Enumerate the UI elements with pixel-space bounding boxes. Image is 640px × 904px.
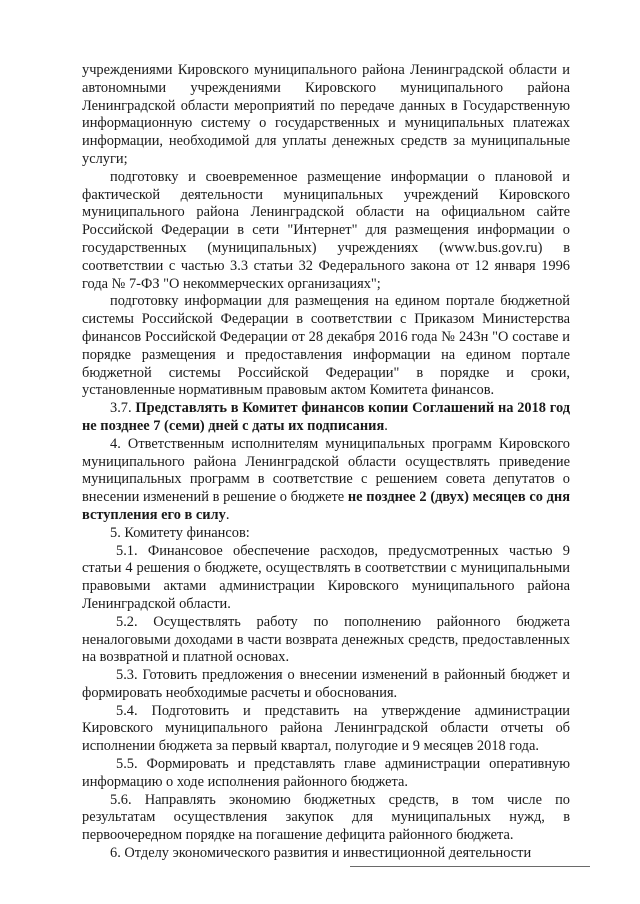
paragraph-text: . [225, 506, 230, 523]
paragraph [82, 436, 570, 525]
paragraph-text: 5.3. Готовить предложения о внесении изменений в районный бюджет и формировать необходимые расчеты и обоснования. [82, 667, 570, 701]
paragraph [82, 845, 570, 863]
paragraph-text: 5.1. Финансовое обеспечение расходов, предусмотренных частью 9 статьи 4 решения о бюджете, осуществлять в соответствии с муниципальными правовыми актами администрации Кировского муниципального района Ленинградской области. [82, 542, 570, 612]
paragraph [82, 525, 570, 543]
paragraph [82, 614, 570, 667]
paragraph [82, 792, 570, 845]
paragraph-text: 5.5. Формировать и представлять главе администрации оперативную информацию о ходе исполнения районного бюджета. [82, 756, 570, 790]
paragraph-text: подготовку и своевременное размещение информации о плановой и фактической деятельности муниципальных учреждений Кировского муниципального района Ленинградской области на официальном сайте Российской Федерации в сети "Интернет" для размещения информации о государственных (муниципальных) учреждениях (www.bus.gov.ru) в соответствии с частью 3.3 статьи 32 Федерального закона от 12 января 1996 года № 7-ФЗ "О некоммерческих организациях"; [82, 168, 570, 292]
paragraph [82, 756, 570, 792]
paragraph-text: 5.2. Осуществлять работу по пополнению районного бюджета неналоговыми доходами в части возврата денежных средств, предоставленных на возвратной и платной основах. [82, 613, 570, 666]
paragraph [82, 169, 570, 294]
paragraph-text: 5. Комитету финансов: [110, 524, 250, 541]
paragraph-text: учреждениями Кировского муниципального района Ленинградской области и автономными учреждениями Кировского муниципального района Ленинградской области мероприятий по передаче данных в Государственную информационную систему о государственных и муниципальных платежах информации, необходимой для уплаты денежных средств за муниципальные услуги; [82, 62, 570, 167]
paragraph-text: 6. Отделу экономического развития и инвестиционной деятельности [110, 845, 532, 862]
footer-rule [350, 866, 590, 867]
bold-text: не позднее 2 (двух) месяцев со дня вступления его в силу [82, 489, 570, 523]
paragraph-text: 4. Ответственным исполнителям муниципальных программ Кировского муниципального района Ленинградской области осуществлять приведение муниципальных программ в соответствие с решением совета депутатов о внесении изменений в решение о бюджете [82, 435, 570, 506]
paragraph [82, 62, 570, 169]
paragraph [82, 543, 570, 614]
paragraph-text: 5.4. Подготовить и представить на утверждение администрации Кировского муниципального района Ленинградской области отчеты об исполнении бюджета за первый квартал, полугодие и 9 месяцев 2018 года. [82, 702, 570, 755]
paragraph [82, 703, 570, 756]
document-body [82, 62, 570, 863]
paragraph-text: 5.6. Направлять экономию бюджетных средств, в том числе по результатам осуществления закупок для муниципальных нужд, в первоочередном порядке на погашение дефицита районного бюджета. [82, 791, 570, 844]
paragraph [82, 400, 570, 436]
paragraph [82, 667, 570, 703]
paragraph-text: подготовку информации для размещения на едином портале бюджетной системы Российской Федерации в соответствии с Приказом Министерства финансов Российской Федерации от 28 декабря 2016 года № 243н "О составе и порядке размещения и предоставления информации на едином портале бюджетной системы Российской Федерации" в порядке и сроки, установленные нормативным правовым актом Комитета финансов. [82, 293, 570, 399]
paragraph-text: 3.7. [110, 400, 136, 417]
paragraph [82, 293, 570, 400]
paragraph-text: . [384, 417, 388, 434]
bold-text: Представлять в Комитет финансов копии Соглашений на 2018 год не позднее 7 (семи) дней с даты их подписания [82, 400, 571, 434]
